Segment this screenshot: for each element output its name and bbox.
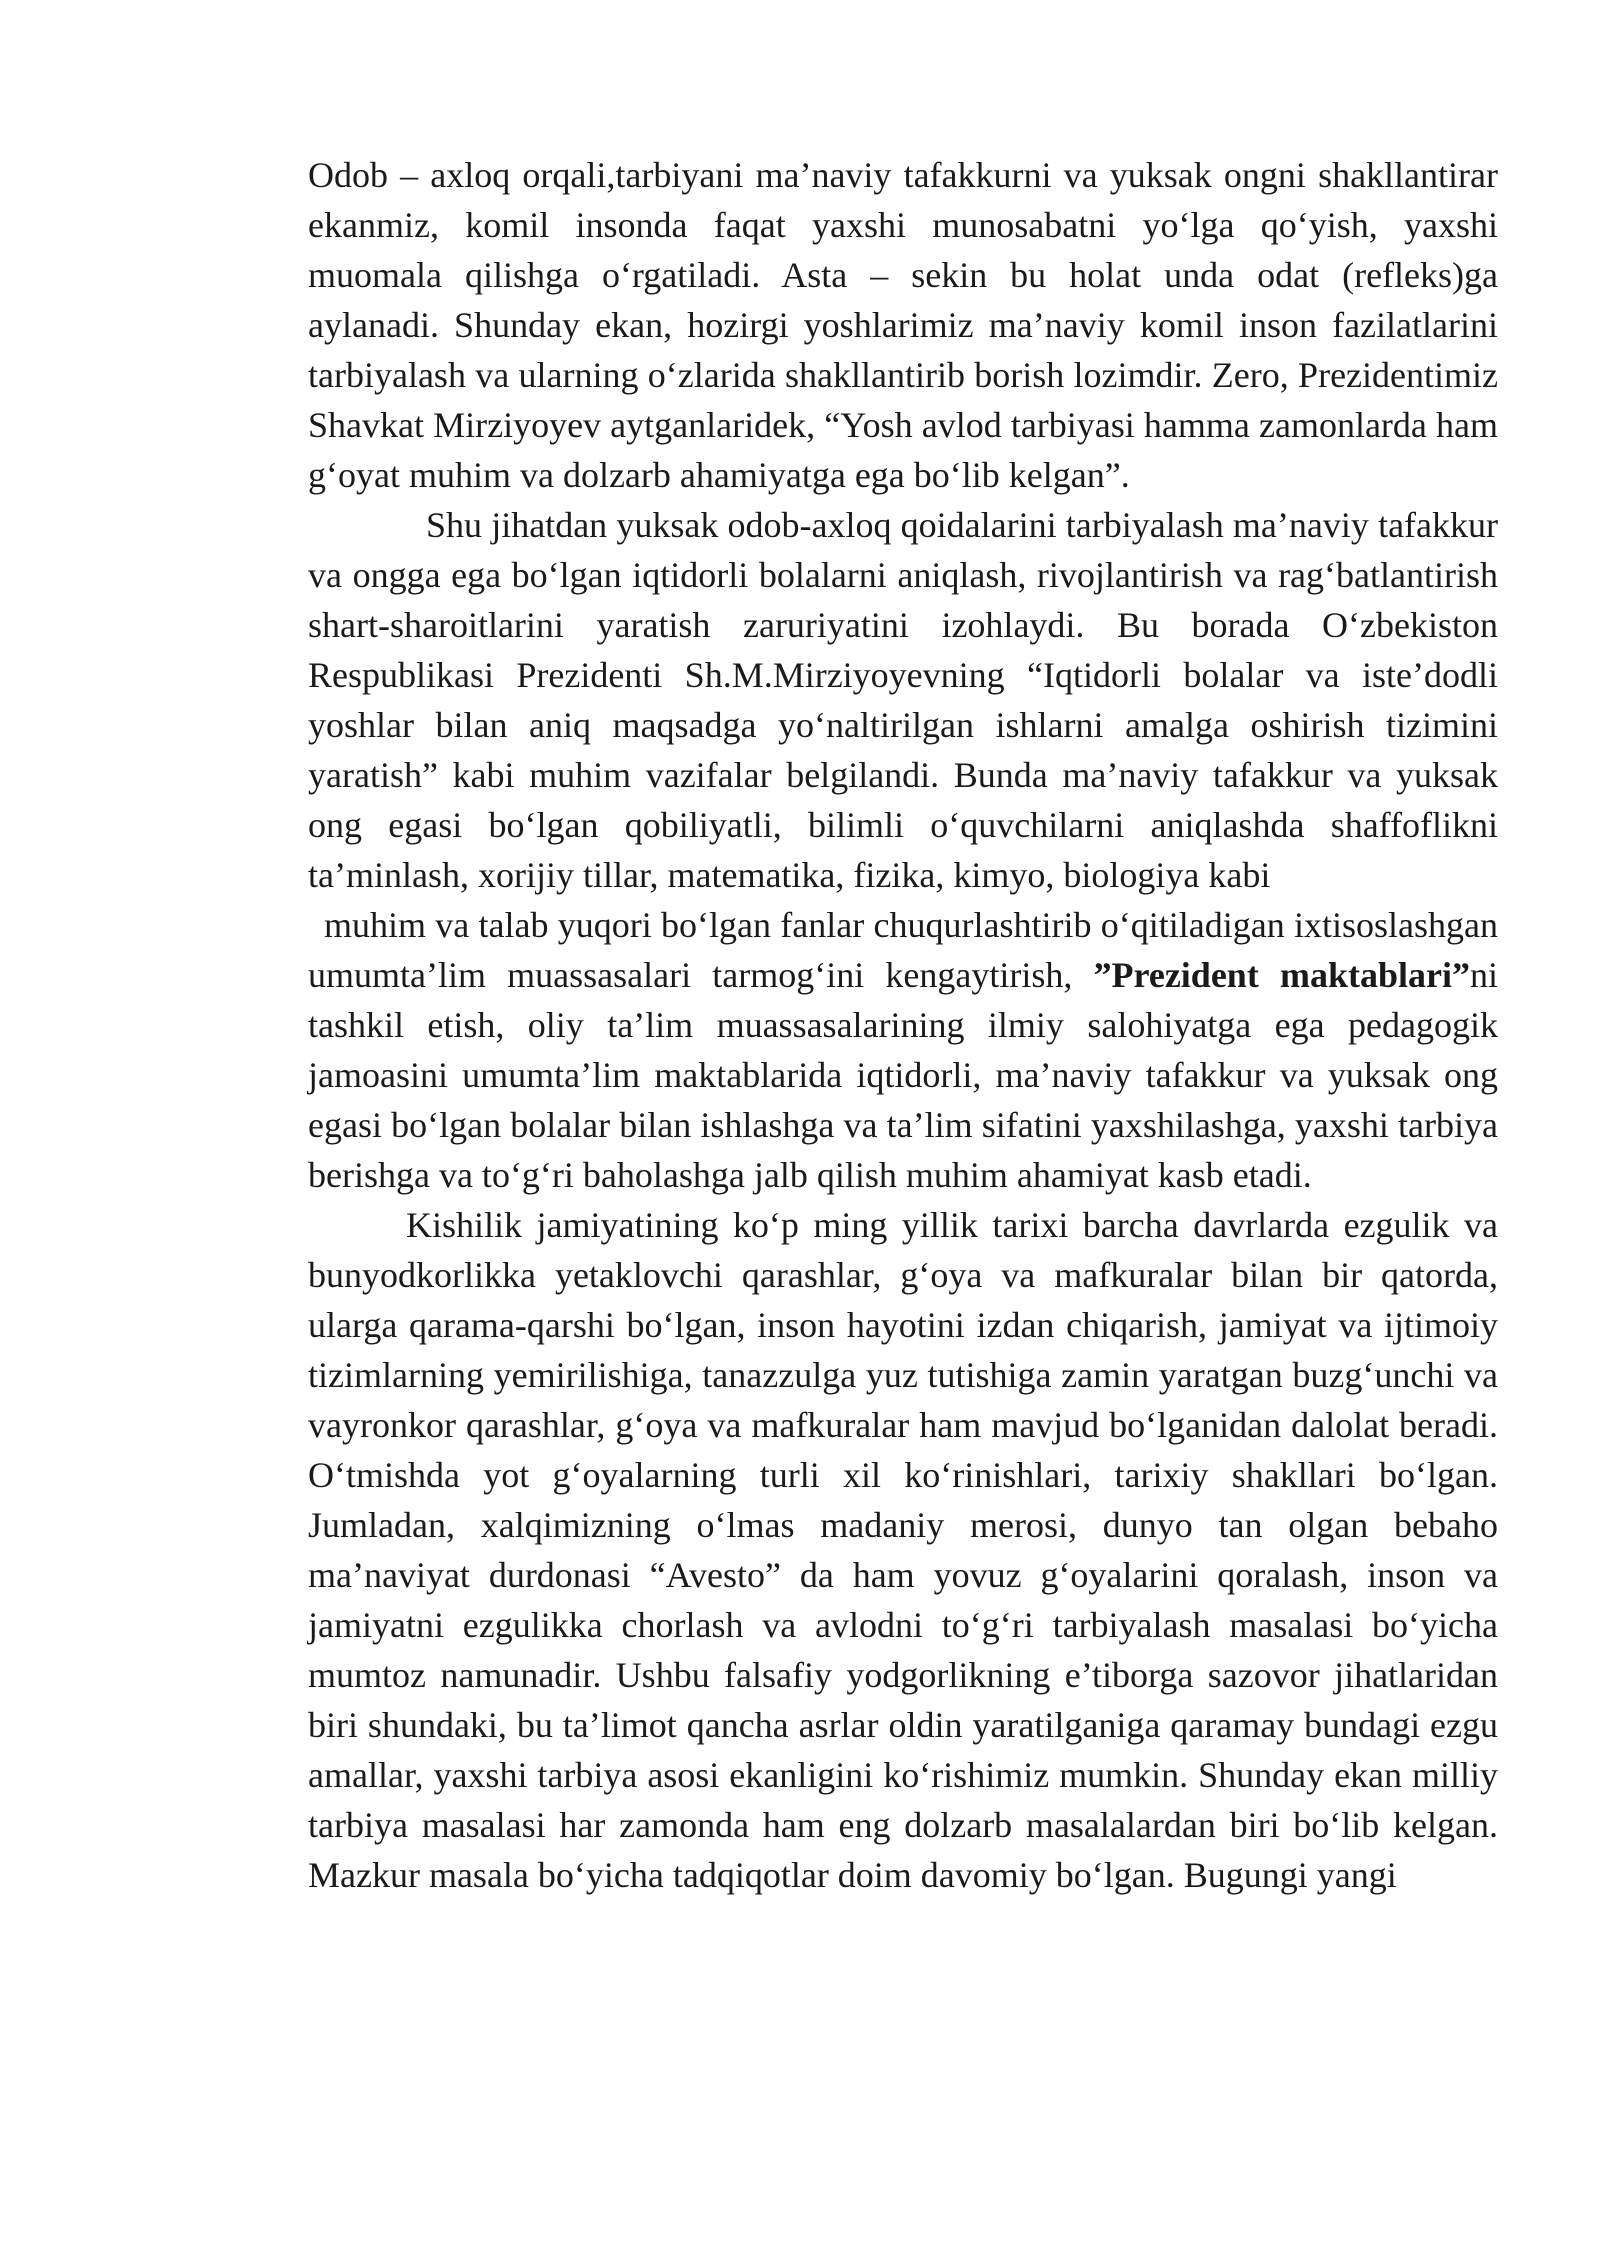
paragraph-1: Odob – axloq orqali,tarbiyani ma’naviy tafakkurni va yuksak ongni shakllantirar ekanmiz, komil insonda faqat yaxshi munosabatni yo‘lga qo‘yish, yaxshi muomala qilishga o‘rgatiladi. Asta – sekin bu holat unda odat (refleks)ga aylanadi. Shunday ekan, hozirgi yoshlarimiz ma’naviy komil inson fazilatlarini tarbiyalash va ularning o‘zlarida shakllantirib borish lozimdir. Zero, Prezidentimiz Shavkat Mirziyoyev aytganlaridek, “Yosh avlod tarbiyasi hamma zamonlarda ham g‘oyat muhim va dolzarb ahamiyatga ega bo‘lib kelgan”. xyxy=(308,155,1498,495)
president-schools-bold: ”Prezident maktablari” xyxy=(1093,955,1470,995)
paragraph-3-text-start: muhim va talab yuqori bo‘lgan fanlar chuqurlashtirib o‘qitiladigan ixtisoslashgan umumta’lim muassasalari tarmog‘ini kengaytirish, xyxy=(308,905,1498,995)
document-page xyxy=(308,150,1498,1900)
paragraph-4: Kishilik jamiyatining ko‘p ming yillik tarixi barcha davrlarda ezgulik va bunyodkorlikka yetaklovchi qarashlar, g‘oya va mafkuralar bilan bir qatorda, ularga qarama-qarshi bo‘lgan, inson hayotini izdan chiqarish, jamiyat va ijtimoiy tizimlarning yemirilishiga, tanazzulga yuz tutishiga zamin yaratgan buzg‘unchi va vayronkor qarashlar, g‘oya va mafkuralar ham mavjud bo‘lganidan dalolat beradi. O‘tmishda yot g‘oyalarning turli xil ko‘rinishlari, tarixiy shakllari bo‘lgan. Jumladan, xalqimizning o‘lmas madaniy merosi, dunyo tan olgan bebaho ma’naviyat durdonasi “Avesto” da ham yovuz g‘oyalarini qoralash, inson va jamiyatni ezgulikka chorlash va avlodni to‘g‘ri tarbiyalash masalasi bo‘yicha mumtoz namunadir. Ushbu falsafiy yodgorlikning e’tiborga sazovor jihatlaridan biri shundaki, bu ta’limot qancha asrlar oldin yaratilganiga qaramay bundagi ezgu amallar, yaxshi tarbiya asosi ekanligini ko‘rishimiz mumkin. Shunday ekan milliy tarbiya masalasi har zamonda ham eng dolzarb masalalardan biri bo‘lib kelgan. Mazkur masala bo‘yicha tadqiqotlar doim davomiy bo‘lgan. Bugungi yangi xyxy=(308,1205,1498,1895)
paragraph-3-text-end: ni tashkil etish, oliy ta’lim muassasalarining ilmiy salohiyatga ega pedagogik jamoasini umumta’lim maktablarida iqtidorli, ma’naviy tafakkur va yuksak ong egasi bo‘lgan bolalar bilan ishlashga va ta’lim sifatini yaxshilashga, yaxshi tarbiya berishga va to‘g‘ri baholashga jalb qilish muhim ahamiyat kasb etadi. xyxy=(308,955,1498,1195)
paragraph-3 xyxy=(308,900,1498,1200)
paragraph-2: Shu jihatdan yuksak odob-axloq qoidalarini tarbiyalash ma’naviy tafakkur va ongga ega bo‘lgan iqtidorli bolalarni aniqlash, rivojlantirish va rag‘batlantirish shart-sharoitlarini yaratish zaruriyatini izohlaydi. Bu borada O‘zbekiston Respublikasi Prezidenti Sh.M.Mirziyoyevning “Iqtidorli bolalar va iste’dodli yoshlar bilan aniq maqsadga yo‘naltirilgan ishlarni amalga oshirish tizimini yaratish” kabi muhim vazifalar belgilandi. Bunda ma’naviy tafakkur va yuksak ong egasi bo‘lgan qobiliyatli, bilimli o‘quvchilarni aniqlashda shaffoflikni ta’minlash, xorijiy tillar, matematika, fizika, kimyo, biologiya kabi xyxy=(308,505,1498,895)
